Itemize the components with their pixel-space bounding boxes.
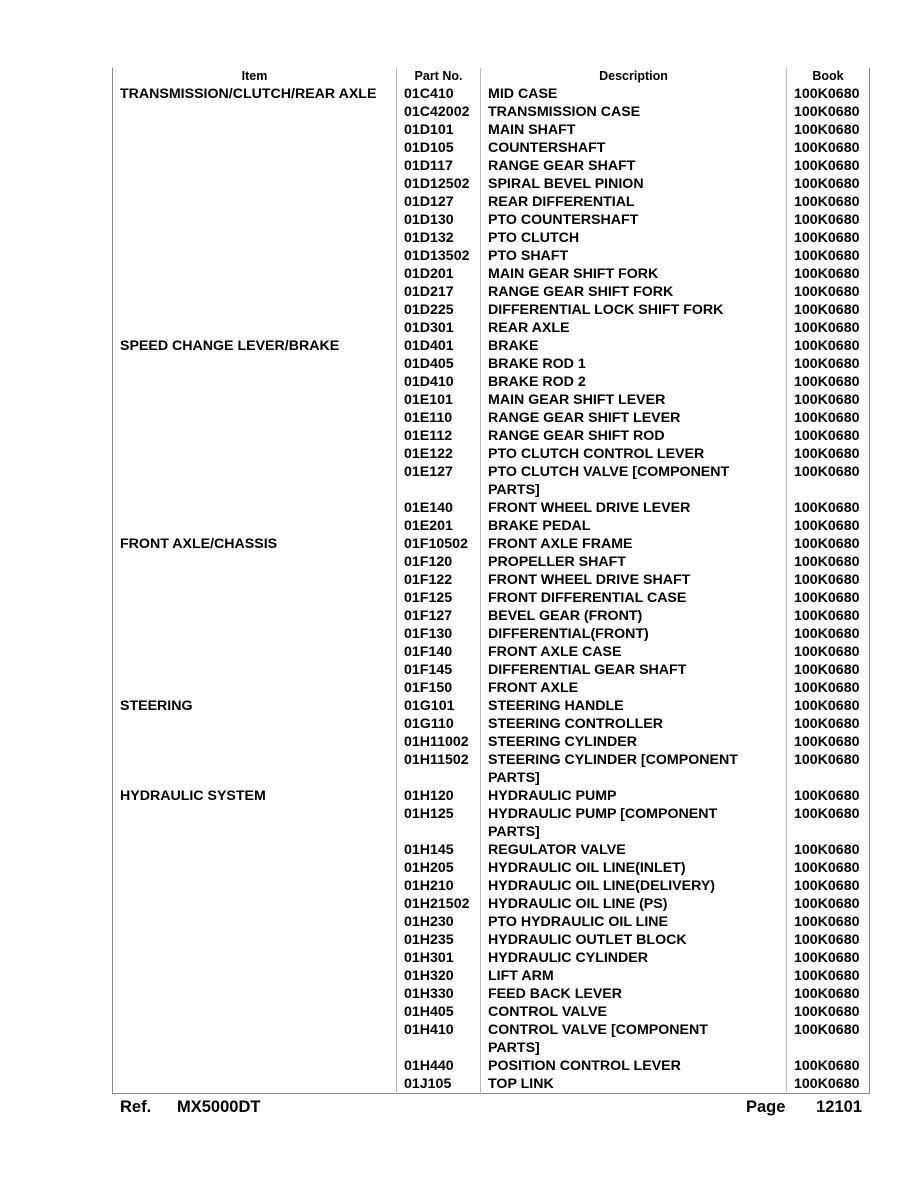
part-no-cell: 01F120 bbox=[397, 553, 481, 571]
table-row bbox=[113, 139, 870, 157]
book-cell: 100K0680 bbox=[787, 121, 870, 139]
book-cell: 100K0680 bbox=[787, 301, 870, 319]
item-cell bbox=[113, 103, 397, 121]
item-cell bbox=[113, 121, 397, 139]
book-cell: 100K0680 bbox=[787, 409, 870, 427]
book-cell: 100K0680 bbox=[787, 139, 870, 157]
book-cell: 100K0680 bbox=[787, 355, 870, 373]
table-row bbox=[113, 661, 870, 679]
part-no-cell: 01F150 bbox=[397, 679, 481, 697]
description-cell: RANGE GEAR SHIFT LEVER bbox=[481, 409, 787, 427]
table-row bbox=[113, 553, 870, 571]
item-cell bbox=[113, 1003, 397, 1021]
part-no-cell: 01C42002 bbox=[397, 103, 481, 121]
column-header-part-no: Part No. bbox=[397, 68, 481, 85]
description-cell: FRONT DIFFERENTIAL CASE bbox=[481, 589, 787, 607]
table-row bbox=[113, 949, 870, 967]
column-header-description: Description bbox=[481, 68, 787, 85]
book-cell: 100K0680 bbox=[787, 733, 870, 751]
part-no-cell: 01H145 bbox=[397, 841, 481, 859]
table-row bbox=[113, 319, 870, 337]
part-no-cell: 01F145 bbox=[397, 661, 481, 679]
part-no-cell: 01H410 bbox=[397, 1021, 481, 1057]
item-cell: HYDRAULIC SYSTEM bbox=[113, 787, 397, 805]
item-cell bbox=[113, 625, 397, 643]
part-no-cell: 01F122 bbox=[397, 571, 481, 589]
description-cell: DIFFERENTIAL LOCK SHIFT FORK bbox=[481, 301, 787, 319]
item-cell bbox=[113, 805, 397, 841]
item-cell bbox=[113, 427, 397, 445]
item-cell bbox=[113, 517, 397, 535]
table-row bbox=[113, 571, 870, 589]
item-cell bbox=[113, 1075, 397, 1094]
table-row bbox=[113, 373, 870, 391]
table-row bbox=[113, 247, 870, 265]
table-row bbox=[113, 229, 870, 247]
description-cell: HYDRAULIC PUMP bbox=[481, 787, 787, 805]
description-cell: FEED BACK LEVER bbox=[481, 985, 787, 1003]
description-cell: STEERING CYLINDER bbox=[481, 733, 787, 751]
description-cell: FRONT AXLE bbox=[481, 679, 787, 697]
description-cell: REGULATOR VALVE bbox=[481, 841, 787, 859]
book-cell: 100K0680 bbox=[787, 841, 870, 859]
description-cell: RANGE GEAR SHAFT bbox=[481, 157, 787, 175]
table-row bbox=[113, 337, 870, 355]
table-row bbox=[113, 409, 870, 427]
description-cell: BRAKE bbox=[481, 337, 787, 355]
item-cell bbox=[113, 409, 397, 427]
description-cell: PTO HYDRAULIC OIL LINE bbox=[481, 913, 787, 931]
part-no-cell: 01D12502 bbox=[397, 175, 481, 193]
item-cell bbox=[113, 895, 397, 913]
description-cell: BRAKE PEDAL bbox=[481, 517, 787, 535]
item-cell bbox=[113, 841, 397, 859]
item-cell bbox=[113, 733, 397, 751]
part-no-cell: 01E201 bbox=[397, 517, 481, 535]
table-row bbox=[113, 859, 870, 877]
description-cell: STEERING HANDLE bbox=[481, 697, 787, 715]
item-cell bbox=[113, 661, 397, 679]
item-cell bbox=[113, 715, 397, 733]
model-name: MX5000DT bbox=[177, 1098, 261, 1116]
book-cell: 100K0680 bbox=[787, 103, 870, 121]
table-row bbox=[113, 1021, 870, 1057]
description-cell: PROPELLER SHAFT bbox=[481, 553, 787, 571]
description-cell: FRONT WHEEL DRIVE LEVER bbox=[481, 499, 787, 517]
book-cell: 100K0680 bbox=[787, 679, 870, 697]
part-no-cell: 01H320 bbox=[397, 967, 481, 985]
item-cell bbox=[113, 751, 397, 787]
item-cell bbox=[113, 949, 397, 967]
part-no-cell: 01F10502 bbox=[397, 535, 481, 553]
book-cell: 100K0680 bbox=[787, 985, 870, 1003]
table-row bbox=[113, 679, 870, 697]
table-row bbox=[113, 121, 870, 139]
parts-table bbox=[112, 68, 870, 1094]
description-cell: REAR DIFFERENTIAL bbox=[481, 193, 787, 211]
table-row bbox=[113, 589, 870, 607]
table-row bbox=[113, 103, 870, 121]
ref-label: Ref. bbox=[120, 1098, 152, 1116]
table-row bbox=[113, 931, 870, 949]
item-cell bbox=[113, 247, 397, 265]
column-header-book: Book bbox=[787, 68, 870, 85]
description-cell: DIFFERENTIAL(FRONT) bbox=[481, 625, 787, 643]
part-no-cell: 01H11002 bbox=[397, 733, 481, 751]
part-no-cell: 01F130 bbox=[397, 625, 481, 643]
table-row bbox=[113, 805, 870, 841]
part-no-cell: 01H330 bbox=[397, 985, 481, 1003]
table-row bbox=[113, 967, 870, 985]
book-cell: 100K0680 bbox=[787, 715, 870, 733]
book-cell: 100K0680 bbox=[787, 373, 870, 391]
description-cell: RANGE GEAR SHIFT FORK bbox=[481, 283, 787, 301]
table-row bbox=[113, 391, 870, 409]
table-row bbox=[113, 157, 870, 175]
table-row bbox=[113, 733, 870, 751]
book-cell: 100K0680 bbox=[787, 517, 870, 535]
item-cell bbox=[113, 589, 397, 607]
part-no-cell: 01D410 bbox=[397, 373, 481, 391]
description-cell: REAR AXLE bbox=[481, 319, 787, 337]
table-row bbox=[113, 877, 870, 895]
description-cell: FRONT AXLE CASE bbox=[481, 643, 787, 661]
table-row bbox=[113, 985, 870, 1003]
table-row bbox=[113, 355, 870, 373]
description-cell: MID CASE bbox=[481, 85, 787, 103]
book-cell: 100K0680 bbox=[787, 337, 870, 355]
book-cell: 100K0680 bbox=[787, 553, 870, 571]
description-cell: PTO CLUTCH CONTROL LEVER bbox=[481, 445, 787, 463]
item-cell bbox=[113, 913, 397, 931]
parts-list bbox=[112, 68, 869, 1094]
description-cell: LIFT ARM bbox=[481, 967, 787, 985]
book-cell: 100K0680 bbox=[787, 211, 870, 229]
item-cell bbox=[113, 553, 397, 571]
page-label: Page bbox=[746, 1098, 786, 1116]
part-no-cell: 01F127 bbox=[397, 607, 481, 625]
part-no-cell: 01D201 bbox=[397, 265, 481, 283]
part-no-cell: 01F140 bbox=[397, 643, 481, 661]
table-row bbox=[113, 1003, 870, 1021]
description-cell: PTO COUNTERSHAFT bbox=[481, 211, 787, 229]
part-no-cell: 01G110 bbox=[397, 715, 481, 733]
part-no-cell: 01H405 bbox=[397, 1003, 481, 1021]
book-cell: 100K0680 bbox=[787, 463, 870, 499]
item-cell bbox=[113, 265, 397, 283]
description-cell: BEVEL GEAR (FRONT) bbox=[481, 607, 787, 625]
description-cell: MAIN GEAR SHIFT LEVER bbox=[481, 391, 787, 409]
description-cell: HYDRAULIC OIL LINE(INLET) bbox=[481, 859, 787, 877]
description-cell: CONTROL VALVE bbox=[481, 1003, 787, 1021]
book-cell: 100K0680 bbox=[787, 157, 870, 175]
table-row bbox=[113, 445, 870, 463]
table-row bbox=[113, 1075, 870, 1094]
part-no-cell: 01E140 bbox=[397, 499, 481, 517]
table-row bbox=[113, 751, 870, 787]
table-row bbox=[113, 211, 870, 229]
part-no-cell: 01H230 bbox=[397, 913, 481, 931]
item-cell: SPEED CHANGE LEVER/BRAKE bbox=[113, 337, 397, 355]
part-no-cell: 01J105 bbox=[397, 1075, 481, 1094]
description-cell: PTO CLUTCH bbox=[481, 229, 787, 247]
item-cell bbox=[113, 445, 397, 463]
book-cell: 100K0680 bbox=[787, 1075, 870, 1094]
description-cell: STEERING CYLINDER [COMPONENT PARTS] bbox=[481, 751, 787, 787]
part-no-cell: 01D405 bbox=[397, 355, 481, 373]
description-cell: TRANSMISSION CASE bbox=[481, 103, 787, 121]
item-cell bbox=[113, 1021, 397, 1057]
book-cell: 100K0680 bbox=[787, 913, 870, 931]
item-cell bbox=[113, 463, 397, 499]
part-no-cell: 01H235 bbox=[397, 931, 481, 949]
book-cell: 100K0680 bbox=[787, 607, 870, 625]
item-cell bbox=[113, 175, 397, 193]
book-cell: 100K0680 bbox=[787, 571, 870, 589]
item-cell: FRONT AXLE/CHASSIS bbox=[113, 535, 397, 553]
table-row bbox=[113, 913, 870, 931]
item-cell: STEERING bbox=[113, 697, 397, 715]
book-cell: 100K0680 bbox=[787, 859, 870, 877]
book-cell: 100K0680 bbox=[787, 949, 870, 967]
item-cell bbox=[113, 139, 397, 157]
book-cell: 100K0680 bbox=[787, 1057, 870, 1075]
header-row bbox=[113, 68, 870, 85]
part-no-cell: 01H120 bbox=[397, 787, 481, 805]
part-no-cell: 01E122 bbox=[397, 445, 481, 463]
part-no-cell: 01H21502 bbox=[397, 895, 481, 913]
part-no-cell: 01D130 bbox=[397, 211, 481, 229]
book-cell: 100K0680 bbox=[787, 283, 870, 301]
part-no-cell: 01E112 bbox=[397, 427, 481, 445]
description-cell: CONTROL VALVE [COMPONENT PARTS] bbox=[481, 1021, 787, 1057]
book-cell: 100K0680 bbox=[787, 535, 870, 553]
part-no-cell: 01D132 bbox=[397, 229, 481, 247]
item-cell bbox=[113, 391, 397, 409]
table-row bbox=[113, 85, 870, 103]
table-row bbox=[113, 625, 870, 643]
item-cell bbox=[113, 211, 397, 229]
part-no-cell: 01D105 bbox=[397, 139, 481, 157]
table-row bbox=[113, 715, 870, 733]
book-cell: 100K0680 bbox=[787, 229, 870, 247]
book-cell: 100K0680 bbox=[787, 445, 870, 463]
item-cell bbox=[113, 157, 397, 175]
item-cell bbox=[113, 373, 397, 391]
book-cell: 100K0680 bbox=[787, 661, 870, 679]
book-cell: 100K0680 bbox=[787, 697, 870, 715]
table-row bbox=[113, 463, 870, 499]
item-cell: TRANSMISSION/CLUTCH/REAR AXLE bbox=[113, 85, 397, 103]
description-cell: HYDRAULIC OUTLET BLOCK bbox=[481, 931, 787, 949]
book-cell: 100K0680 bbox=[787, 499, 870, 517]
item-cell bbox=[113, 319, 397, 337]
table-header bbox=[113, 68, 870, 85]
book-cell: 100K0680 bbox=[787, 1003, 870, 1021]
item-cell bbox=[113, 193, 397, 211]
part-no-cell: 01E127 bbox=[397, 463, 481, 499]
description-cell: SPIRAL BEVEL PINION bbox=[481, 175, 787, 193]
description-cell: COUNTERSHAFT bbox=[481, 139, 787, 157]
table-body bbox=[113, 85, 870, 1094]
book-cell: 100K0680 bbox=[787, 805, 870, 841]
description-cell: FRONT WHEEL DRIVE SHAFT bbox=[481, 571, 787, 589]
part-no-cell: 01E110 bbox=[397, 409, 481, 427]
description-cell: POSITION CONTROL LEVER bbox=[481, 1057, 787, 1075]
book-cell: 100K0680 bbox=[787, 625, 870, 643]
part-no-cell: 01H210 bbox=[397, 877, 481, 895]
book-cell: 100K0680 bbox=[787, 787, 870, 805]
table-row bbox=[113, 283, 870, 301]
description-cell: HYDRAULIC PUMP [COMPONENT PARTS] bbox=[481, 805, 787, 841]
part-no-cell: 01D117 bbox=[397, 157, 481, 175]
description-cell: HYDRAULIC CYLINDER bbox=[481, 949, 787, 967]
book-cell: 100K0680 bbox=[787, 265, 870, 283]
part-no-cell: 01D217 bbox=[397, 283, 481, 301]
book-cell: 100K0680 bbox=[787, 1021, 870, 1057]
item-cell bbox=[113, 229, 397, 247]
part-no-cell: 01D13502 bbox=[397, 247, 481, 265]
table-row bbox=[113, 193, 870, 211]
table-row bbox=[113, 499, 870, 517]
table-row bbox=[113, 697, 870, 715]
table-row bbox=[113, 175, 870, 193]
book-cell: 100K0680 bbox=[787, 175, 870, 193]
table-row bbox=[113, 643, 870, 661]
part-no-cell: 01D127 bbox=[397, 193, 481, 211]
part-no-cell: 01H301 bbox=[397, 949, 481, 967]
book-cell: 100K0680 bbox=[787, 931, 870, 949]
part-no-cell: 01D225 bbox=[397, 301, 481, 319]
part-no-cell: 01F125 bbox=[397, 589, 481, 607]
description-cell: PTO SHAFT bbox=[481, 247, 787, 265]
column-header-item: Item bbox=[113, 68, 397, 85]
item-cell bbox=[113, 859, 397, 877]
description-cell: TOP LINK bbox=[481, 1075, 787, 1094]
table-row bbox=[113, 607, 870, 625]
table-row bbox=[113, 535, 870, 553]
table-row bbox=[113, 841, 870, 859]
book-cell: 100K0680 bbox=[787, 877, 870, 895]
description-cell: DIFFERENTIAL GEAR SHAFT bbox=[481, 661, 787, 679]
part-no-cell: 01D301 bbox=[397, 319, 481, 337]
book-cell: 100K0680 bbox=[787, 895, 870, 913]
part-no-cell: 01D101 bbox=[397, 121, 481, 139]
book-cell: 100K0680 bbox=[787, 193, 870, 211]
item-cell bbox=[113, 679, 397, 697]
part-no-cell: 01H11502 bbox=[397, 751, 481, 787]
item-cell bbox=[113, 283, 397, 301]
item-cell bbox=[113, 499, 397, 517]
item-cell bbox=[113, 607, 397, 625]
table-row bbox=[113, 787, 870, 805]
description-cell: BRAKE ROD 1 bbox=[481, 355, 787, 373]
book-cell: 100K0680 bbox=[787, 751, 870, 787]
description-cell: MAIN SHAFT bbox=[481, 121, 787, 139]
book-cell: 100K0680 bbox=[787, 247, 870, 265]
description-cell: STEERING CONTROLLER bbox=[481, 715, 787, 733]
table-row bbox=[113, 265, 870, 283]
page-number: 12101 bbox=[816, 1098, 862, 1116]
item-cell bbox=[113, 931, 397, 949]
book-cell: 100K0680 bbox=[787, 967, 870, 985]
description-cell: BRAKE ROD 2 bbox=[481, 373, 787, 391]
description-cell: PTO CLUTCH VALVE [COMPONENT PARTS] bbox=[481, 463, 787, 499]
description-cell: FRONT AXLE FRAME bbox=[481, 535, 787, 553]
table-row bbox=[113, 517, 870, 535]
part-no-cell: 01C410 bbox=[397, 85, 481, 103]
item-cell bbox=[113, 985, 397, 1003]
page-footer bbox=[120, 1098, 862, 1120]
item-cell bbox=[113, 1057, 397, 1075]
description-cell: MAIN GEAR SHIFT FORK bbox=[481, 265, 787, 283]
book-cell: 100K0680 bbox=[787, 391, 870, 409]
part-no-cell: 01D401 bbox=[397, 337, 481, 355]
description-cell: HYDRAULIC OIL LINE (PS) bbox=[481, 895, 787, 913]
part-no-cell: 01H125 bbox=[397, 805, 481, 841]
table-row bbox=[113, 1057, 870, 1075]
book-cell: 100K0680 bbox=[787, 85, 870, 103]
description-cell: RANGE GEAR SHIFT ROD bbox=[481, 427, 787, 445]
item-cell bbox=[113, 967, 397, 985]
book-cell: 100K0680 bbox=[787, 589, 870, 607]
book-cell: 100K0680 bbox=[787, 643, 870, 661]
table-row bbox=[113, 301, 870, 319]
part-no-cell: 01E101 bbox=[397, 391, 481, 409]
item-cell bbox=[113, 355, 397, 373]
item-cell bbox=[113, 877, 397, 895]
table-row bbox=[113, 895, 870, 913]
item-cell bbox=[113, 301, 397, 319]
part-no-cell: 01H205 bbox=[397, 859, 481, 877]
item-cell bbox=[113, 643, 397, 661]
book-cell: 100K0680 bbox=[787, 319, 870, 337]
item-cell bbox=[113, 571, 397, 589]
part-no-cell: 01G101 bbox=[397, 697, 481, 715]
book-cell: 100K0680 bbox=[787, 427, 870, 445]
table-row bbox=[113, 427, 870, 445]
description-cell: HYDRAULIC OIL LINE(DELIVERY) bbox=[481, 877, 787, 895]
part-no-cell: 01H440 bbox=[397, 1057, 481, 1075]
